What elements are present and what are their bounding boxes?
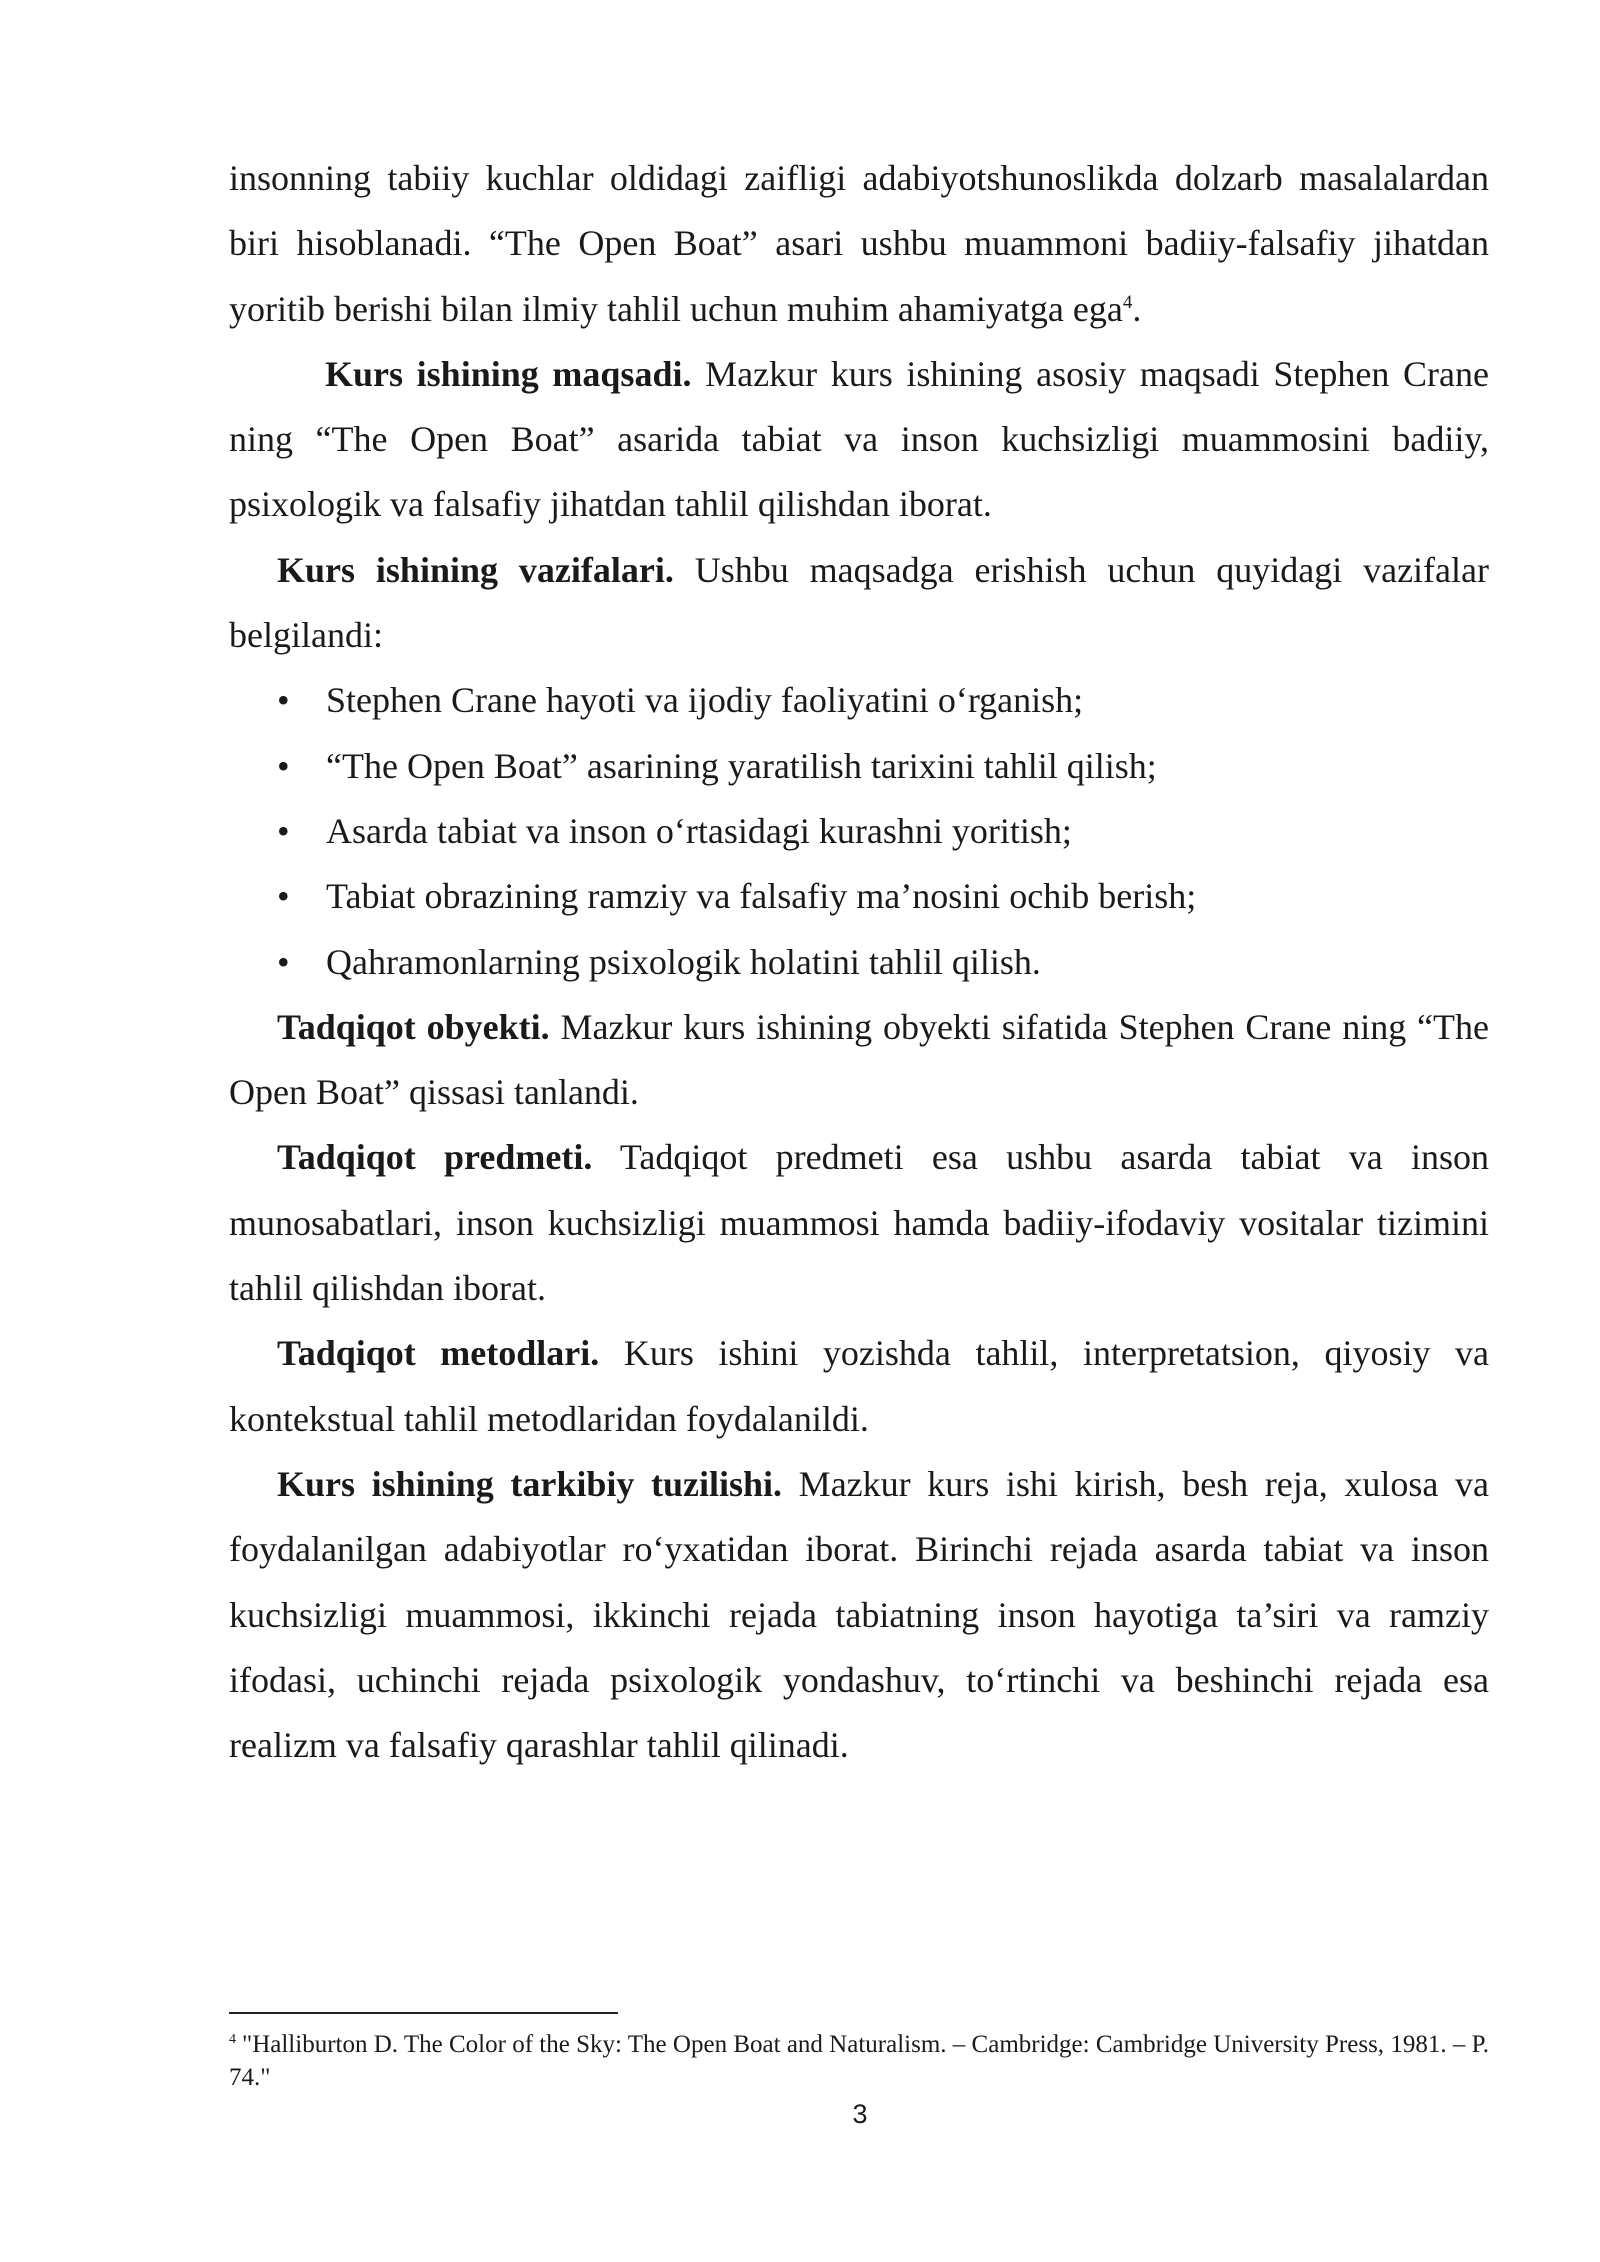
- list-item: [229, 864, 1489, 929]
- list-item: [229, 734, 1489, 799]
- footnote-reference[interactable]: 4: [1122, 291, 1133, 313]
- object-heading: Tadqiqot obyekti.: [277, 1006, 550, 1047]
- goal-text: Mazkur kurs ishining asosiy maqsadi Stephen Crane ning “The Open Boat” asarida tabiat va inson kuchsizligi muammosini badiiy, psixologik va falsafiy jihatdan tahlil qilishdan iborat.: [229, 353, 1489, 525]
- footnote-separator: [229, 2012, 618, 2014]
- page-number: 3: [852, 2099, 868, 2129]
- list-item-text: “The Open Boat” asarining yaratilish tarixini tahlil qilish;: [326, 745, 1157, 786]
- list-item: [229, 930, 1489, 995]
- bullet-icon: •: [277, 810, 290, 851]
- methods-paragraph: [229, 1321, 1489, 1452]
- footnote-text: "Halliburton D. The Color of the Sky: The Open Boat and Naturalism. – Cambridge: Cambridge University Press, 1981. – P. 74.": [229, 2031, 1489, 2091]
- subject-heading: Tadqiqot predmeti.: [277, 1137, 593, 1178]
- tasks-paragraph: [229, 538, 1489, 669]
- body-text: [229, 146, 1489, 1778]
- object-paragraph: [229, 995, 1489, 1126]
- goal-heading: Kurs ishining maqsadi.: [325, 353, 692, 394]
- tasks-heading: Kurs ishining vazifalari.: [277, 549, 674, 590]
- list-item-text: Stephen Crane hayoti va ijodiy faoliyatini o‘rganish;: [326, 680, 1084, 721]
- footnote: [229, 2028, 1489, 2094]
- bullet-icon: •: [277, 745, 290, 786]
- tasks-text: Ushbu maqsadga erishish uchun quyidagi vazifalar belgilandi:: [229, 549, 1489, 656]
- bullet-icon: •: [277, 941, 290, 982]
- structure-text: Mazkur kurs ishi kirish, besh reja, xulosa va foydalanilgan adabiyotlar ro‘yxatidan iborat. Birinchi rejada asarda tabiat va inson kuchsizligi muammosi, ikkinchi rejada tabiatning inson hayotiga ta’siri va ramziy ifodasi, uchinchi rejada psixologik yondashuv, to‘rtinchi va beshinchi rejada esa realizm va falsafiy qarashlar tahlil qilinadi.: [229, 1463, 1489, 1766]
- list-item-text: Qahramonlarning psixologik holatini tahlil qilish.: [326, 941, 1041, 982]
- list-item: [229, 668, 1489, 733]
- object-text: Mazkur kurs ishining obyekti sifatida Stephen Crane ning “The Open Boat” qissasi tanlandi.: [229, 1006, 1489, 1113]
- structure-paragraph: [229, 1452, 1489, 1778]
- list-item-text: Asarda tabiat va inson o‘rtasidagi kurashni yoritish;: [326, 810, 1072, 851]
- methods-heading: Tadqiqot metodlari.: [277, 1333, 600, 1374]
- footnote-number: 4: [229, 2031, 236, 2047]
- list-item: [229, 799, 1489, 864]
- methods-text: Kurs ishini yozishda tahlil, interpretatsion, qiyosiy va kontekstual tahlil metodlaridan foydalanildi.: [229, 1333, 1489, 1439]
- bullet-icon: •: [277, 876, 290, 917]
- intro-text: insonning tabiiy kuchlar oldidagi zaifligi adabiyotshunoslikda dolzarb masalalardan biri hisoblanadi. “The Open Boat” asari ushbu muammoni badiiy-falsafiy jihatdan yoritib berishi bilan ilmiy tahlil uchun muhim ahamiyatga ega: [229, 158, 1489, 329]
- tasks-list: [229, 668, 1489, 994]
- subject-paragraph: [229, 1125, 1489, 1321]
- structure-heading: Kurs ishining tarkibiy tuzilishi.: [277, 1463, 783, 1504]
- subject-text: Tadqiqot predmeti esa ushbu asarda tabiat va inson munosabatlari, inson kuchsizligi muammosi hamda badiiy-ifodaviy vositalar tizimini tahlil qilishdan iborat.: [229, 1137, 1489, 1309]
- intro-end: .: [1132, 288, 1142, 329]
- list-item-text: Tabiat obrazining ramziy va falsafiy ma’nosini ochib berish;: [326, 876, 1197, 917]
- bullet-icon: •: [277, 680, 290, 721]
- intro-paragraph: [229, 146, 1489, 342]
- goal-paragraph: [229, 342, 1489, 538]
